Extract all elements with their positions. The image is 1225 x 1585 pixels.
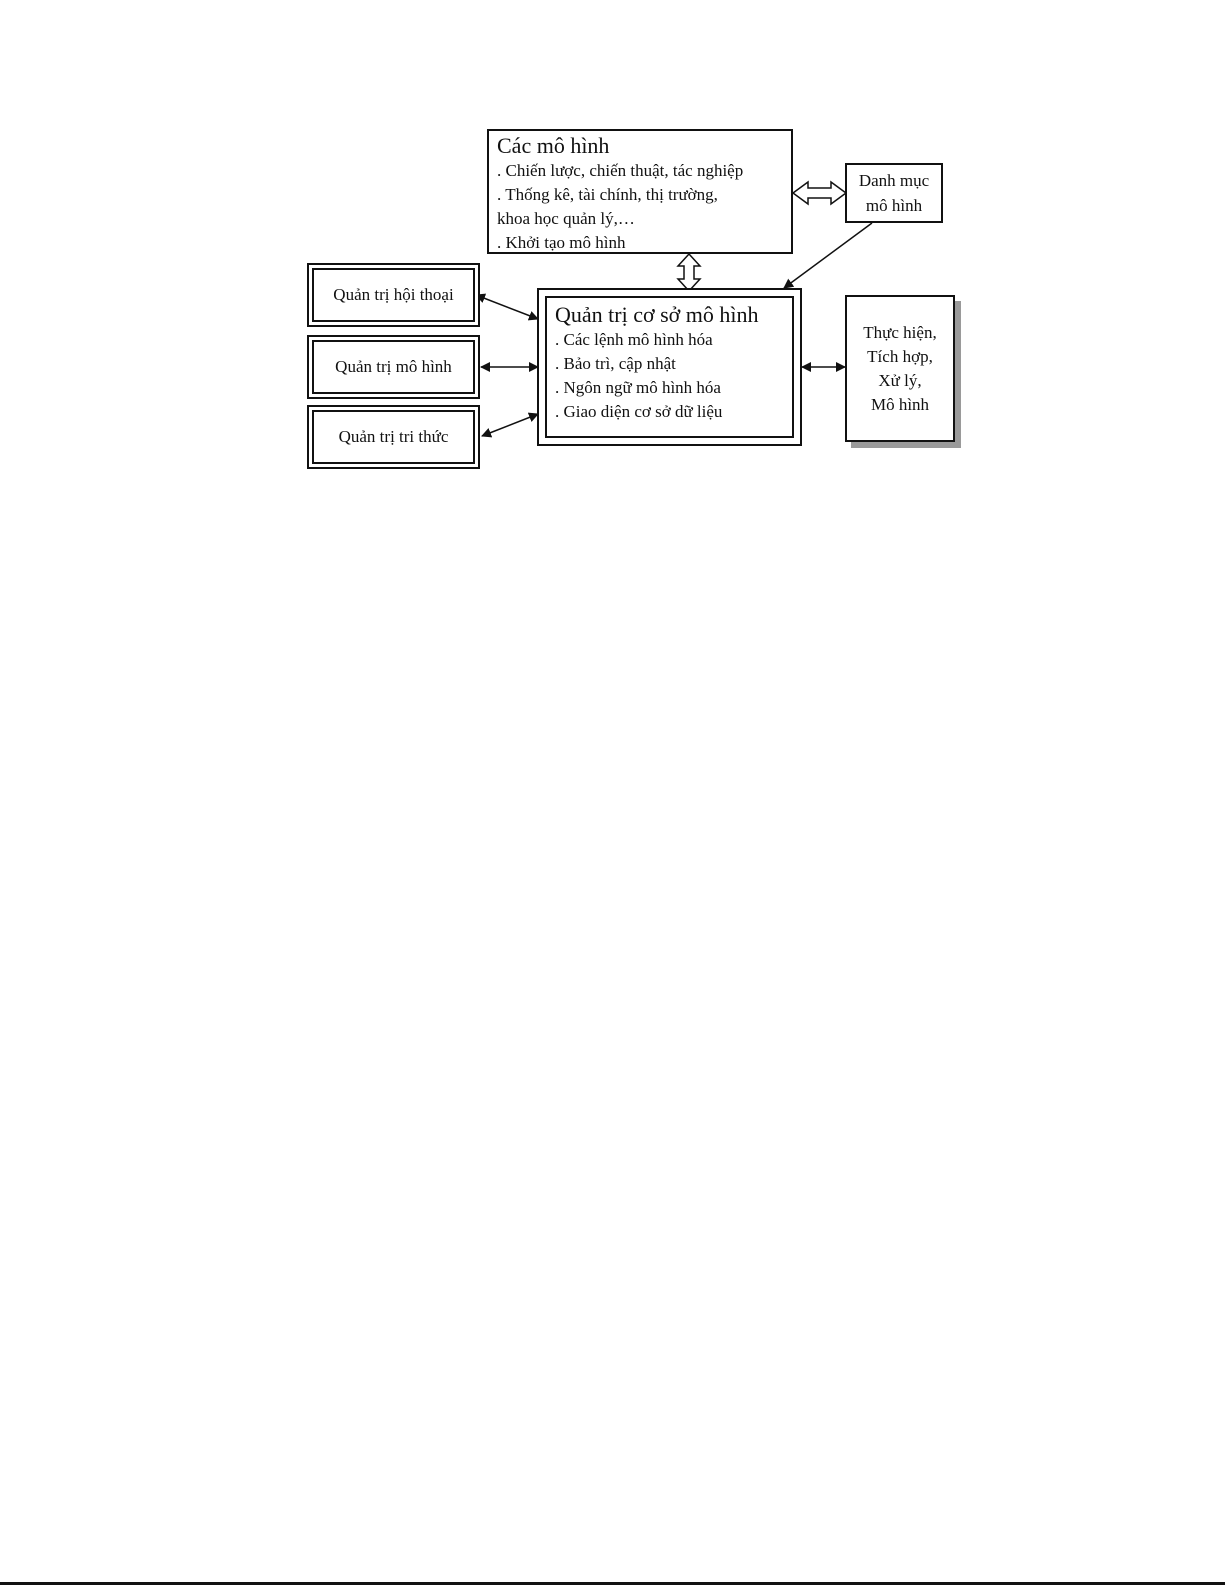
dialog-mgmt-label: Quản trị hội thoại [312, 268, 475, 322]
core-box-line: . Giao diện cơ sở dữ liệu [555, 402, 723, 421]
core-box-line: . Các lệnh mô hình hóa [555, 330, 713, 349]
models-box-title: Các mô hình [497, 133, 610, 158]
core-box-title: Quản trị cơ sở mô hình [555, 302, 759, 327]
models-catalog-hollow-arrow [793, 182, 846, 204]
knowledge-mgmt-box [307, 405, 480, 469]
models-box-line: khoa học quản lý,… [497, 209, 635, 228]
models-box-line: . Khởi tạo mô hình [497, 233, 626, 252]
dialog-core-arrow [476, 295, 538, 319]
models-box-line: . Thống kê, tài chính, thị trường, [497, 185, 718, 204]
knowledge-mgmt-label: Quản trị tri thức [312, 410, 475, 464]
execution-line: Xử lý, [878, 370, 922, 390]
execution-line: Mô hình [870, 394, 930, 414]
model-mgmt-label: Quản trị mô hình [312, 340, 475, 394]
execution-line: Tích hợp, [867, 346, 933, 366]
execution-line: Thực hiện, [863, 322, 937, 342]
models-box-line: . Chiến lược, chiến thuật, tác nghiệp [497, 161, 744, 180]
models-box [487, 129, 793, 254]
execution-box [845, 295, 955, 442]
model-mgmt-box [307, 335, 480, 399]
core-box-line: . Ngôn ngữ mô hình hóa [555, 378, 721, 397]
models-core-hollow-arrow [678, 254, 700, 291]
core-box-line: . Bảo trì, cập nhật [555, 354, 676, 373]
catalog-to-core-arrow [784, 223, 872, 288]
core-box-inner [545, 296, 794, 438]
catalog-line: mô hình [865, 196, 923, 215]
core-box [537, 288, 802, 446]
catalog-box [845, 163, 943, 223]
catalog-line: Danh mục [858, 171, 930, 190]
dialog-mgmt-box [307, 263, 480, 327]
knowledge-core-arrow [482, 414, 538, 436]
